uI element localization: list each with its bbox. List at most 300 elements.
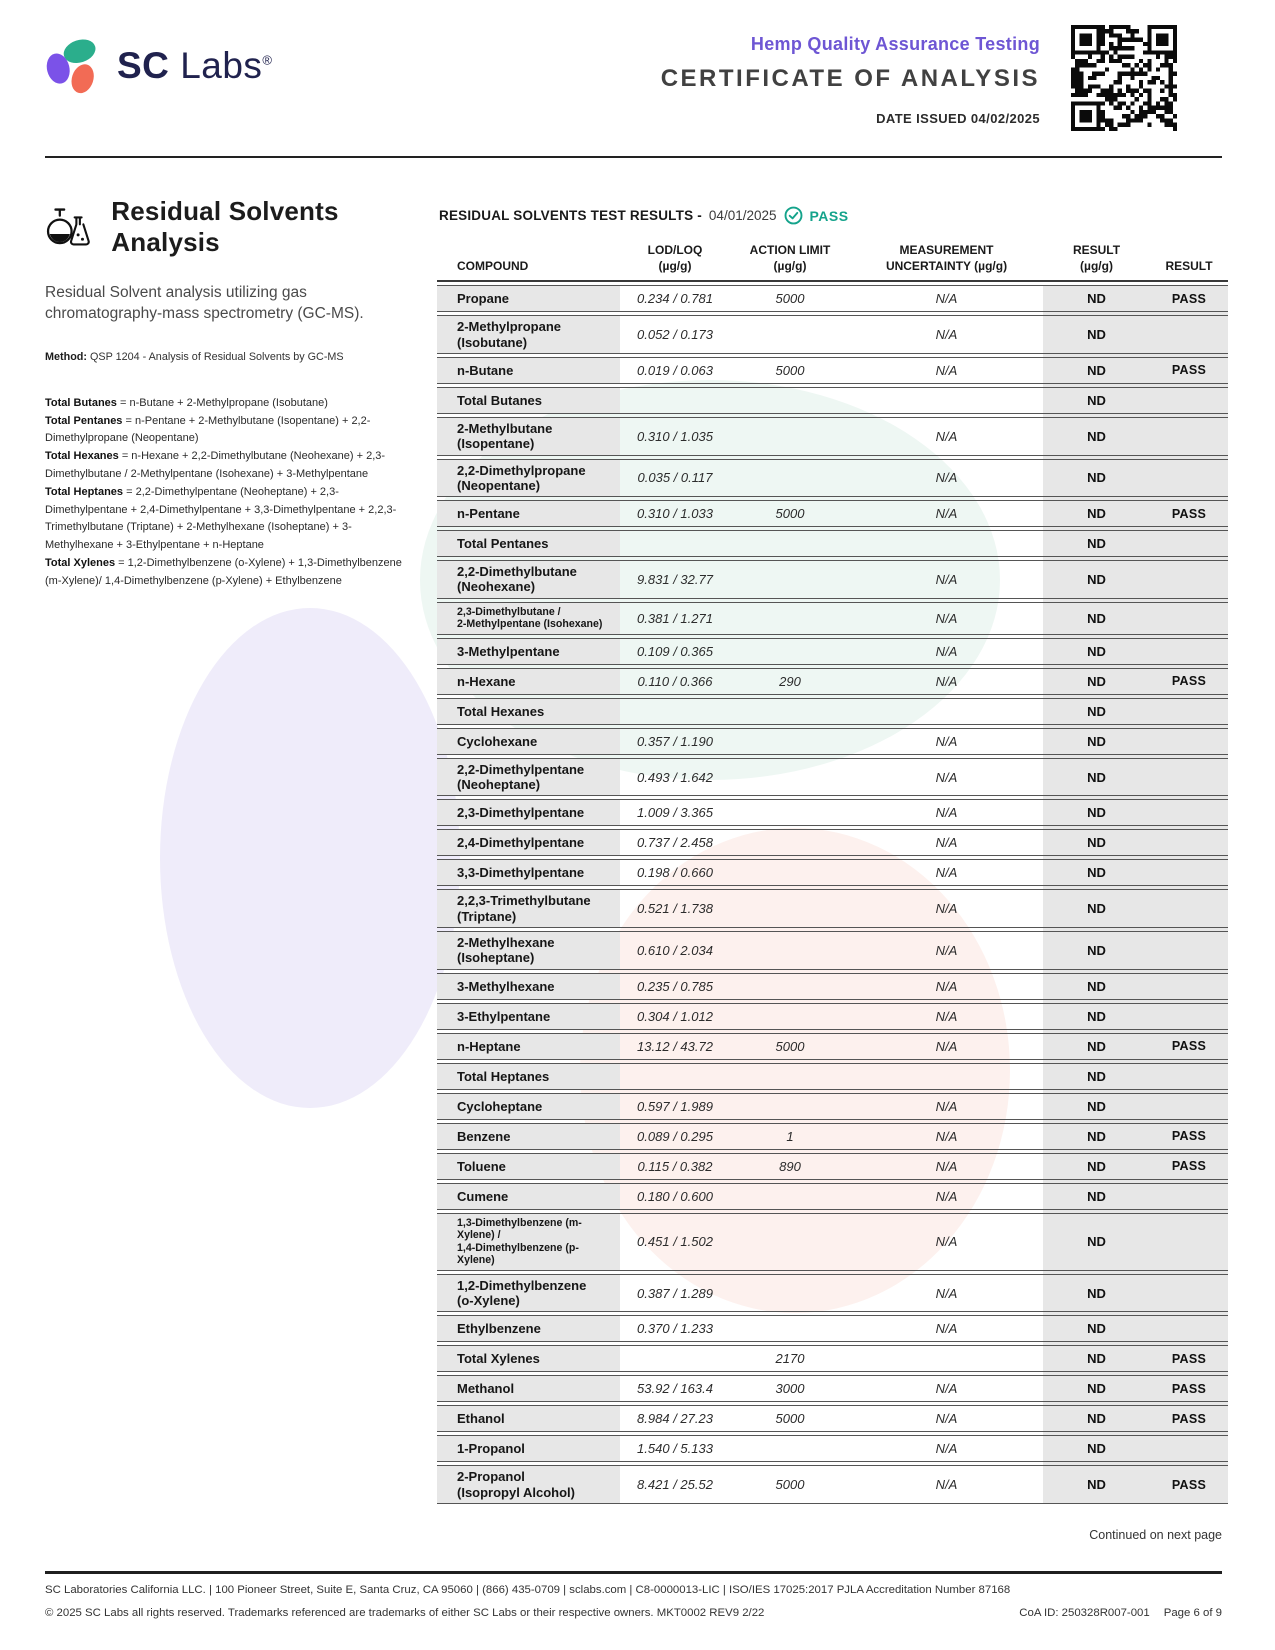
action-limit-cell: 5000 (775, 506, 805, 522)
lod-loq-cell (620, 699, 730, 724)
uncertainty-cell: N/A (935, 1158, 958, 1174)
col-header-lod-loq: LOD/LOQ (µg/g) (647, 243, 703, 273)
table-row (437, 1345, 1228, 1372)
lod-loq-cell: 0.610 / 2.034 (637, 942, 713, 958)
result-status-cell (1150, 316, 1228, 353)
sc-labs-wordmark (117, 45, 273, 87)
action-limit-cell: 5000 (775, 1038, 805, 1054)
result-status-cell (1150, 699, 1228, 724)
lod-loq-cell: 0.310 / 1.035 (637, 428, 713, 444)
result-value-cell: ND (1087, 769, 1106, 785)
table-body (437, 282, 1228, 1504)
compound-cell: n-Heptane (437, 1034, 620, 1059)
result-value-cell: ND (1087, 291, 1106, 307)
table-row (437, 668, 1228, 695)
compound-cell: Toluene (437, 1154, 620, 1179)
method-line (45, 351, 431, 363)
col-header-result-value: RESULT (µg/g) (1072, 243, 1121, 273)
result-status-cell (1150, 800, 1228, 825)
lod-loq-cell: 0.019 / 0.063 (637, 362, 713, 378)
result-status-cell (1150, 1184, 1228, 1209)
result-value-cell: ND (1087, 506, 1106, 522)
compound-cell: 1-Propanol (437, 1436, 620, 1461)
logo-sc: SC (117, 45, 170, 86)
uncertainty-cell: N/A (935, 643, 958, 659)
table-row (437, 1153, 1228, 1180)
table-row (437, 1435, 1228, 1462)
result-status-cell (1150, 729, 1228, 754)
result-value-cell: ND (1087, 1008, 1106, 1024)
result-value-cell: ND (1087, 733, 1106, 749)
compound-cell: 2,3-Dimethylpentane (437, 800, 620, 825)
uncertainty-cell: N/A (935, 1381, 958, 1397)
total-definition: Total Xylenes = 1,2-Dimethylbenzene (o-Xylene) + 1,3-Dimethylbenzene (m-Xylene)/ 1,4-Dimethylbenzene (p-Xylene) + Ethylbenzene (45, 557, 402, 587)
total-definition: Total Hexanes = n-Hexane + 2,2-Dimethylbutane (Neohexane) + 2,3-Dimethylbutane / 2-Methylpentane (Isohexane) + 3-Methylpentane (45, 450, 386, 480)
result-status-cell (1150, 1275, 1228, 1312)
result-status-cell: PASS (1171, 1381, 1207, 1396)
compound-cell: Total Xylenes (437, 1346, 620, 1371)
coa-id: CoA ID: 250328R007-001 (1019, 1607, 1150, 1619)
results-panel (437, 206, 1228, 1507)
compound-cell: 2,2,3-Trimethylbutane (Triptane) (437, 890, 620, 927)
result-status-cell (1150, 460, 1228, 497)
compound-cell: Total Hexanes (437, 699, 620, 724)
action-limit-cell (730, 830, 850, 855)
result-value-cell: ND (1087, 1441, 1106, 1457)
lod-loq-cell: 0.521 / 1.738 (637, 901, 713, 917)
result-value-cell: ND (1087, 673, 1106, 689)
action-limit-cell: 5000 (775, 1477, 805, 1493)
results-date: 04/01/2025 (708, 208, 777, 223)
uncertainty-cell: N/A (935, 1008, 958, 1024)
lod-loq-cell: 53.92 / 163.4 (637, 1381, 713, 1397)
lod-loq-cell: 0.387 / 1.289 (637, 1285, 713, 1301)
result-value-cell: ND (1087, 1068, 1106, 1084)
table-row (437, 1375, 1228, 1402)
result-status-cell (1150, 830, 1228, 855)
lod-loq-cell: 13.12 / 43.72 (637, 1038, 713, 1054)
lod-loq-cell: 0.035 / 0.117 (637, 470, 713, 486)
result-value-cell: ND (1087, 1351, 1106, 1367)
result-value-cell: ND (1087, 835, 1106, 851)
result-value-cell: ND (1087, 1234, 1106, 1250)
compound-cell: n-Pentane (437, 501, 620, 526)
action-limit-cell: 2170 (775, 1351, 805, 1367)
result-value-cell: ND (1087, 327, 1106, 343)
footer-lab-info: SC Laboratories California LLC. | 100 Pioneer Street, Suite E, Santa Cruz, CA 95060 | (866) 435-0709 | sclabs.com | C8-0000013-LIC | ISO/IES 17025:2017 PJLA Accreditation Number 87168 (45, 1584, 1011, 1596)
compound-cell: 3-Methylpentane (437, 639, 620, 664)
lod-loq-cell (620, 388, 730, 413)
result-status-cell (1150, 1436, 1228, 1461)
result-value-cell: ND (1087, 1128, 1106, 1144)
action-limit-cell (730, 460, 850, 497)
action-limit-cell (730, 316, 850, 353)
compound-cell: Total Butanes (437, 388, 620, 413)
action-limit-cell: 1 (786, 1128, 794, 1144)
result-status-cell (1150, 932, 1228, 969)
table-row (437, 1123, 1228, 1150)
compound-cell: Cumene (437, 1184, 620, 1209)
uncertainty-cell (850, 1346, 1043, 1371)
uncertainty-cell: N/A (935, 1234, 958, 1250)
lod-loq-cell: 0.451 / 1.502 (637, 1234, 713, 1250)
page-number: Page 6 of 9 (1163, 1607, 1222, 1619)
result-status-cell (1150, 561, 1228, 598)
lod-loq-cell (620, 1064, 730, 1089)
uncertainty-cell: N/A (935, 1477, 958, 1493)
compound-cell: Cycloheptane (437, 1094, 620, 1119)
result-status-cell: PASS (1171, 674, 1207, 689)
result-status-cell: PASS (1171, 1351, 1207, 1366)
result-value-cell: ND (1087, 470, 1106, 486)
table-row (437, 417, 1228, 456)
result-status-cell: PASS (1171, 1129, 1207, 1144)
result-value-cell: ND (1087, 1158, 1106, 1174)
result-status-cell (1150, 388, 1228, 413)
table-row (437, 758, 1228, 797)
result-value-cell: ND (1087, 978, 1106, 994)
program-title: Hemp Quality Assurance Testing (750, 34, 1040, 54)
result-value-cell: ND (1087, 805, 1106, 821)
action-limit-cell (730, 418, 850, 455)
lod-loq-cell: 9.831 / 32.77 (637, 571, 713, 587)
table-row (437, 530, 1228, 557)
uncertainty-cell: N/A (935, 1411, 958, 1427)
action-limit-cell (730, 1064, 850, 1089)
lod-loq-cell: 0.109 / 0.365 (637, 643, 713, 659)
compound-cell: Ethylbenzene (437, 1316, 620, 1341)
compound-cell: 3-Methylhexane (437, 974, 620, 999)
uncertainty-cell: N/A (935, 1441, 958, 1457)
logo-labs: Labs (180, 45, 263, 86)
col-header-uncertainty: MEASUREMENT UNCERTAINTY (µg/g) (885, 243, 1008, 273)
action-limit-cell (730, 1316, 850, 1341)
action-limit-cell: 3000 (775, 1381, 805, 1397)
result-status-cell: PASS (1171, 1039, 1207, 1054)
lod-loq-cell: 0.198 / 0.660 (637, 865, 713, 881)
compound-cell: Methanol (437, 1376, 620, 1401)
uncertainty-cell: N/A (935, 428, 958, 444)
lod-loq-cell: 0.370 / 1.233 (637, 1321, 713, 1337)
section-description: Residual Solvent analysis utilizing gas chromatography-mass spectrometry (GC-MS). (45, 284, 364, 323)
results-table (437, 243, 1228, 1504)
uncertainty-cell: N/A (935, 470, 958, 486)
table-row (437, 973, 1228, 1000)
lod-loq-cell: 0.737 / 2.458 (637, 835, 713, 851)
uncertainty-cell: N/A (935, 1321, 958, 1337)
method-value: QSP 1204 - Analysis of Residual Solvents by GC-MS (89, 350, 344, 363)
total-definitions (45, 395, 403, 591)
lod-loq-cell (620, 1346, 730, 1371)
uncertainty-cell: N/A (935, 865, 958, 881)
result-status-cell (1150, 1094, 1228, 1119)
result-value-cell: ND (1087, 942, 1106, 958)
flask-icon (45, 204, 97, 250)
uncertainty-cell: N/A (935, 571, 958, 587)
action-limit-cell (730, 1214, 850, 1270)
result-value-cell: ND (1087, 1477, 1106, 1493)
col-header-action-limit: ACTION LIMIT (µg/g) (749, 243, 831, 273)
lod-loq-cell: 0.381 / 1.271 (637, 610, 713, 626)
compound-cell: 2,2-Dimethylbutane (Neohexane) (437, 561, 620, 598)
table-row (437, 1465, 1228, 1504)
result-value-cell: ND (1087, 392, 1106, 408)
uncertainty-cell: N/A (935, 942, 958, 958)
uncertainty-cell (850, 1064, 1043, 1089)
result-status-cell (1150, 974, 1228, 999)
qr-code (1071, 25, 1177, 131)
uncertainty-cell: N/A (935, 610, 958, 626)
result-status-cell: PASS (1171, 1159, 1207, 1174)
result-value-cell: ND (1087, 1321, 1106, 1337)
col-header-result-status: RESULT (1165, 258, 1213, 273)
lod-loq-cell: 0.597 / 1.989 (637, 1098, 713, 1114)
result-status-cell: PASS (1171, 506, 1207, 521)
uncertainty-cell: N/A (935, 835, 958, 851)
action-limit-cell (730, 1275, 850, 1312)
lod-loq-cell: 1.540 / 5.133 (637, 1441, 713, 1457)
action-limit-cell: 290 (779, 673, 801, 689)
compound-cell: 2-Propanol (Isopropyl Alcohol) (437, 1466, 620, 1503)
action-limit-cell (730, 603, 850, 634)
result-value-cell: ND (1087, 1038, 1106, 1054)
result-value-cell: ND (1087, 571, 1106, 587)
header-divider (45, 156, 1222, 158)
compound-cell: 1,2-Dimethylbenzene (o-Xylene) (437, 1275, 620, 1312)
result-status-cell (1150, 1064, 1228, 1089)
result-status-cell: PASS (1171, 1477, 1207, 1492)
action-limit-cell (730, 561, 850, 598)
result-value-cell: ND (1087, 536, 1106, 552)
result-value-cell: ND (1087, 428, 1106, 444)
uncertainty-cell: N/A (935, 327, 958, 343)
action-limit-cell (730, 974, 850, 999)
compound-cell: 2-Methylhexane (Isoheptane) (437, 932, 620, 969)
compound-cell: Total Pentanes (437, 531, 620, 556)
lod-loq-cell: 0.357 / 1.190 (637, 733, 713, 749)
uncertainty-cell: N/A (935, 362, 958, 378)
result-status-cell (1150, 418, 1228, 455)
uncertainty-cell: N/A (935, 1188, 958, 1204)
result-value-cell: ND (1087, 643, 1106, 659)
lod-loq-cell: 0.304 / 1.012 (637, 1008, 713, 1024)
compound-cell: 2-Methylbutane (Isopentane) (437, 418, 620, 455)
table-row (437, 602, 1228, 635)
table-row (437, 500, 1228, 527)
date-issued: DATE ISSUED 04/02/2025 (876, 111, 1040, 126)
compound-cell: Total Heptanes (437, 1064, 620, 1089)
uncertainty-cell: N/A (935, 978, 958, 994)
col-header-compound: COMPOUND (457, 258, 529, 273)
uncertainty-cell: N/A (935, 673, 958, 689)
footer-divider (45, 1571, 1222, 1574)
table-row (437, 859, 1228, 886)
compound-cell: 2,2-Dimethylpropane (Neopentane) (437, 460, 620, 497)
action-limit-cell: 890 (779, 1158, 801, 1174)
registered-mark: ® (262, 52, 273, 68)
uncertainty-cell: N/A (935, 769, 958, 785)
total-definition: Total Pentanes = n-Pentane + 2-Methylbutane (Isopentane) + 2,2-Dimethylpropane (Neopentane) (45, 414, 371, 445)
result-status-cell (1150, 531, 1228, 556)
result-value-cell: ND (1087, 865, 1106, 881)
table-row (437, 387, 1228, 414)
action-limit-cell (730, 800, 850, 825)
result-status-cell: PASS (1171, 1411, 1207, 1426)
table-row (437, 1213, 1228, 1271)
table-row (437, 1003, 1228, 1030)
result-status-cell (1150, 603, 1228, 634)
sc-labs-logo-icon (45, 38, 103, 94)
compound-cell: 3,3-Dimethylpentane (437, 860, 620, 885)
compound-cell: 2,3-Dimethylbutane / 2-Methylpentane (Isohexane) (437, 603, 620, 634)
uncertainty-cell: N/A (935, 1285, 958, 1301)
uncertainty-cell (850, 699, 1043, 724)
result-value-cell: ND (1087, 1098, 1106, 1114)
uncertainty-cell (850, 388, 1043, 413)
header-titles (661, 34, 1040, 126)
lod-loq-cell: 0.089 / 0.295 (637, 1128, 713, 1144)
uncertainty-cell: N/A (935, 506, 958, 522)
action-limit-cell: 5000 (775, 291, 805, 307)
results-status: PASS (809, 207, 849, 224)
action-limit-cell (730, 1436, 850, 1461)
result-value-cell: ND (1087, 1285, 1106, 1301)
result-value-cell: ND (1087, 362, 1106, 378)
method-label: Method: (45, 350, 87, 363)
uncertainty-cell: N/A (935, 1038, 958, 1054)
compound-cell: 2,2-Dimethylpentane (Neoheptane) (437, 759, 620, 796)
lod-loq-cell: 8.421 / 25.52 (637, 1477, 713, 1493)
compound-cell: Ethanol (437, 1406, 620, 1431)
lod-loq-cell: 0.110 / 0.366 (637, 673, 713, 689)
compound-cell: 2-Methylpropane (Isobutane) (437, 316, 620, 353)
table-row (437, 1315, 1228, 1342)
compound-cell: 3-Ethylpentane (437, 1004, 620, 1029)
table-row (437, 315, 1228, 354)
lod-loq-cell (620, 531, 730, 556)
section-title: Residual Solvents Analysis (111, 196, 339, 257)
continued-note: Continued on next page (1089, 1528, 1222, 1542)
uncertainty-cell: N/A (935, 1098, 958, 1114)
action-limit-cell (730, 388, 850, 413)
compound-cell: Benzene (437, 1124, 620, 1149)
table-row (437, 698, 1228, 725)
action-limit-cell (730, 1184, 850, 1209)
lod-loq-cell: 1.009 / 3.365 (637, 805, 713, 821)
lod-loq-cell: 0.493 / 1.642 (637, 769, 713, 785)
result-value-cell: ND (1087, 1188, 1106, 1204)
results-heading-title: RESIDUAL SOLVENTS TEST RESULTS - (439, 208, 702, 223)
action-limit-cell (730, 699, 850, 724)
analysis-summary-panel (45, 196, 431, 591)
table-row (437, 1274, 1228, 1313)
table-row (437, 285, 1228, 312)
action-limit-cell: 5000 (775, 1411, 805, 1427)
action-limit-cell (730, 1004, 850, 1029)
result-status-cell (1150, 890, 1228, 927)
background-blob-lavender (160, 608, 460, 1108)
table-row (437, 1093, 1228, 1120)
lod-loq-cell: 0.310 / 1.033 (637, 506, 713, 522)
uncertainty-cell: N/A (935, 805, 958, 821)
result-value-cell: ND (1087, 703, 1106, 719)
pass-check-icon (784, 206, 803, 225)
action-limit-cell (730, 759, 850, 796)
action-limit-cell (730, 890, 850, 927)
result-value-cell: ND (1087, 610, 1106, 626)
result-status-cell (1150, 639, 1228, 664)
table-row (437, 1405, 1228, 1432)
lod-loq-cell: 0.180 / 0.600 (637, 1188, 713, 1204)
table-row (437, 560, 1228, 599)
result-status-cell: PASS (1171, 291, 1207, 306)
compound-cell: Propane (437, 286, 620, 311)
results-heading (439, 206, 1228, 225)
action-limit-cell (730, 531, 850, 556)
table-row (437, 1033, 1228, 1060)
uncertainty-cell (850, 531, 1043, 556)
table-row (437, 931, 1228, 970)
table-row (437, 728, 1228, 755)
result-status-cell (1150, 1004, 1228, 1029)
compound-cell: 1,3-Dimethylbenzene (m-Xylene) / 1,4-Dimethylbenzene (p-Xylene) (437, 1214, 620, 1270)
compound-cell: n-Butane (437, 358, 620, 383)
action-limit-cell (730, 932, 850, 969)
total-definition: Total Heptanes = 2,2-Dimethylpentane (Neoheptane) + 2,3-Dimethylpentane + 2,4-Dimethylpentane + 3,3-Dimethylpentane + 2,2,3-Trimethylbutane (Triptane) + 2-Methylhexane (Isoheptane) + 3-Methylhexane + 3-Ethylpentane + n-Heptane (45, 485, 397, 552)
table-row (437, 357, 1228, 384)
footer-legal (45, 1607, 1222, 1619)
table-row (437, 799, 1228, 826)
table-row (437, 459, 1228, 498)
result-status-cell (1150, 860, 1228, 885)
total-definition: Total Butanes = n-Butane + 2-Methylpropane (Isobutane) (45, 396, 328, 409)
action-limit-cell (730, 860, 850, 885)
uncertainty-cell: N/A (935, 1128, 958, 1144)
certificate-title: CERTIFICATE OF ANALYSIS (660, 65, 1040, 92)
lod-loq-cell: 0.115 / 0.382 (637, 1158, 713, 1174)
result-status-cell: PASS (1171, 363, 1207, 378)
compound-cell: 2,4-Dimethylpentane (437, 830, 620, 855)
result-status-cell (1150, 1316, 1228, 1341)
sc-labs-logo (45, 38, 273, 94)
uncertainty-cell: N/A (935, 901, 958, 917)
compound-cell: Cyclohexane (437, 729, 620, 754)
result-value-cell: ND (1087, 901, 1106, 917)
footer-copyright: © 2025 SC Labs all rights reserved. Trademarks referenced are trademarks of either SC Labs or their respective owners. MKT0002 REV9 2/22 (45, 1607, 765, 1619)
table-header-row (437, 243, 1228, 282)
action-limit-cell (730, 729, 850, 754)
lod-loq-cell: 0.234 / 0.781 (637, 291, 713, 307)
uncertainty-cell: N/A (935, 733, 958, 749)
compound-cell: n-Hexane (437, 669, 620, 694)
action-limit-cell: 5000 (775, 362, 805, 378)
result-value-cell: ND (1087, 1381, 1106, 1397)
result-status-cell (1150, 1214, 1228, 1270)
table-row (437, 638, 1228, 665)
action-limit-cell (730, 639, 850, 664)
table-row (437, 889, 1228, 928)
result-value-cell: ND (1087, 1411, 1106, 1427)
uncertainty-cell: N/A (935, 291, 958, 307)
table-row (437, 1183, 1228, 1210)
result-status-cell (1150, 759, 1228, 796)
table-row (437, 1063, 1228, 1090)
table-row (437, 829, 1228, 856)
action-limit-cell (730, 1094, 850, 1119)
lod-loq-cell: 8.984 / 27.23 (637, 1411, 713, 1427)
lod-loq-cell: 0.052 / 0.173 (637, 327, 713, 343)
lod-loq-cell: 0.235 / 0.785 (637, 978, 713, 994)
